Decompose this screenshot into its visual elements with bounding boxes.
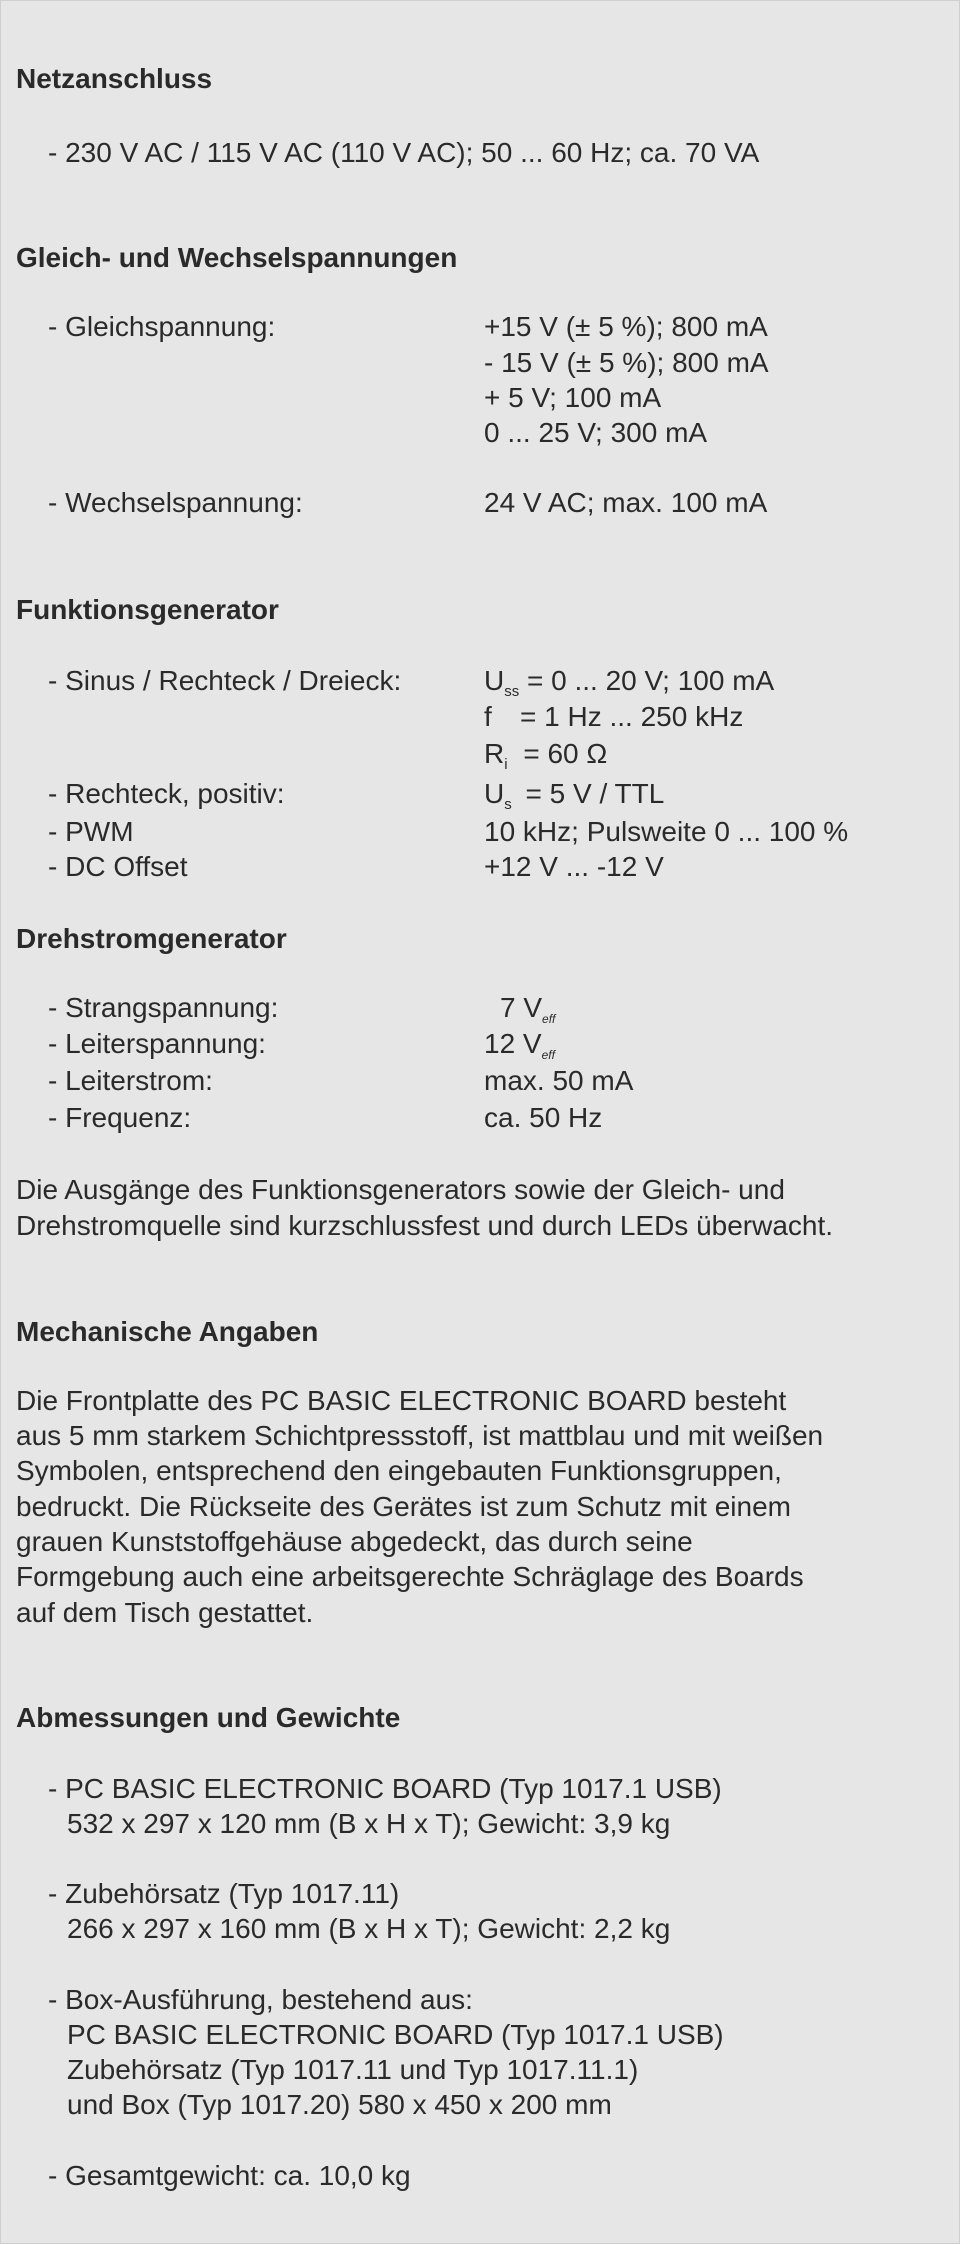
f-symbol: f bbox=[484, 701, 492, 732]
mech-line-4: bedruckt. Die Rückseite des Gerätes ist zum Schutz mit einem bbox=[16, 1491, 791, 1522]
section-title-abmessungen: Abmessungen und Gewichte bbox=[16, 1702, 401, 1733]
note-line-1: Die Ausgänge des Funktionsgenerators sowie der Gleich- und bbox=[16, 1174, 785, 1205]
dc-value-2: - 15 V (± 5 %); 800 mA bbox=[484, 347, 769, 378]
us-symbol: U bbox=[484, 778, 505, 809]
frequenz-value: ca. 50 Hz bbox=[484, 1102, 603, 1133]
uss-subscript: ss bbox=[504, 683, 520, 700]
dc-offset-label: - DC Offset bbox=[48, 851, 188, 882]
section-title-funktionsgenerator: Funktionsgenerator bbox=[16, 594, 279, 625]
section-title-netzanschluss: Netzanschluss bbox=[16, 63, 213, 94]
note-line-2: Drehstromquelle sind kurzschlussfest und durch LEDs überwacht. bbox=[16, 1210, 834, 1241]
mech-line-3: Symbolen, entsprechend den eingebauten Funktionsgruppen, bbox=[16, 1455, 782, 1486]
mech-line-2: aus 5 mm starkem Schichtpressstoff, ist mattblau und mit weißen bbox=[16, 1420, 824, 1451]
ri-text: = 60 Ω bbox=[515, 738, 608, 769]
mech-line-1: Die Frontplatte des PC BASIC ELECTRONIC BOARD besteht bbox=[16, 1385, 787, 1416]
dc-value-3: + 5 V; 100 mA bbox=[484, 382, 662, 413]
dc-offset-value: +12 V ... -12 V bbox=[484, 851, 664, 882]
uss-value bbox=[484, 664, 774, 703]
gesamtgewicht: - Gesamtgewicht: ca. 10,0 kg bbox=[48, 2160, 411, 2191]
zubehoer-dims: 266 x 297 x 160 mm (B x H x T); Gewicht: 2,2 kg bbox=[67, 1913, 671, 1944]
leiter-subscript: eff bbox=[541, 1048, 555, 1062]
ri-symbol: R bbox=[484, 738, 505, 769]
board-label: - PC BASIC ELECTRONIC BOARD (Typ 1017.1 USB) bbox=[48, 1773, 722, 1804]
strang-subscript: eff bbox=[542, 1012, 556, 1026]
pwm-value: 10 kHz; Pulsweite 0 ... 100 % bbox=[484, 816, 849, 847]
frequenz-label: - Frequenz: bbox=[48, 1102, 192, 1133]
dc-value-1: +15 V (± 5 %); 800 mA bbox=[484, 311, 768, 342]
zubehoer-label: - Zubehörsatz (Typ 1017.11) bbox=[48, 1878, 400, 1909]
netz-line: - 230 V AC / 115 V AC (110 V AC); 50 ... 60 Hz; ca. 70 VA bbox=[48, 137, 760, 168]
ri-value bbox=[484, 737, 607, 776]
rechteck-label: - Rechteck, positiv: bbox=[48, 778, 285, 809]
leiterstrom-value: max. 50 mA bbox=[484, 1065, 634, 1096]
uss-text: = 0 ... 20 V; 100 mA bbox=[519, 665, 775, 696]
uss-symbol: U bbox=[484, 665, 505, 696]
section-title-gleich-wechsel: Gleich- und Wechselspannungen bbox=[16, 242, 458, 273]
strang-text: 7 V bbox=[500, 992, 543, 1023]
ac-label: - Wechselspannung: bbox=[48, 487, 303, 518]
us-text: = 5 V / TTL bbox=[517, 778, 665, 809]
f-text: = 1 Hz ... 250 kHz bbox=[520, 701, 744, 732]
ri-subscript: i bbox=[504, 756, 508, 773]
box-label: - Box-Ausführung, bestehend aus: bbox=[48, 1984, 473, 2015]
mech-line-5: grauen Kunststoffgehäuse abgedeckt, das durch seine bbox=[16, 1526, 693, 1557]
ac-value: 24 V AC; max. 100 mA bbox=[484, 487, 768, 518]
pwm-label: - PWM bbox=[48, 816, 134, 847]
box-line-3: und Box (Typ 1017.20) 580 x 450 x 200 mm bbox=[67, 2089, 612, 2120]
mech-line-6: Formgebung auch eine arbeitsgerechte Schräglage des Boards bbox=[16, 1561, 804, 1592]
sinus-label: - Sinus / Rechteck / Dreieck: bbox=[48, 665, 402, 696]
strang-value bbox=[500, 991, 555, 1030]
leiter-label: - Leiterspannung: bbox=[48, 1028, 266, 1059]
dc-value-4: 0 ... 25 V; 300 mA bbox=[484, 417, 708, 448]
leiterstrom-label: - Leiterstrom: bbox=[48, 1065, 213, 1096]
leiter-value bbox=[484, 1027, 555, 1066]
section-title-drehstromgenerator: Drehstromgenerator bbox=[16, 923, 287, 954]
section-title-mechanische-angaben: Mechanische Angaben bbox=[16, 1316, 319, 1347]
dc-label: - Gleichspannung: bbox=[48, 311, 276, 342]
board-dims: 532 x 297 x 120 mm (B x H x T); Gewicht: 3,9 kg bbox=[67, 1808, 671, 1839]
box-line-1: PC BASIC ELECTRONIC BOARD (Typ 1017.1 USB) bbox=[67, 2019, 724, 2050]
leiter-text: 12 V bbox=[484, 1028, 542, 1059]
box-line-2: Zubehörsatz (Typ 1017.11 und Typ 1017.11.1) bbox=[67, 2054, 639, 2085]
us-subscript: s bbox=[504, 796, 512, 813]
mech-line-7: auf dem Tisch gestattet. bbox=[16, 1597, 314, 1628]
strang-label: - Strangspannung: bbox=[48, 992, 279, 1023]
us-value bbox=[484, 777, 664, 816]
f-value bbox=[484, 700, 743, 734]
